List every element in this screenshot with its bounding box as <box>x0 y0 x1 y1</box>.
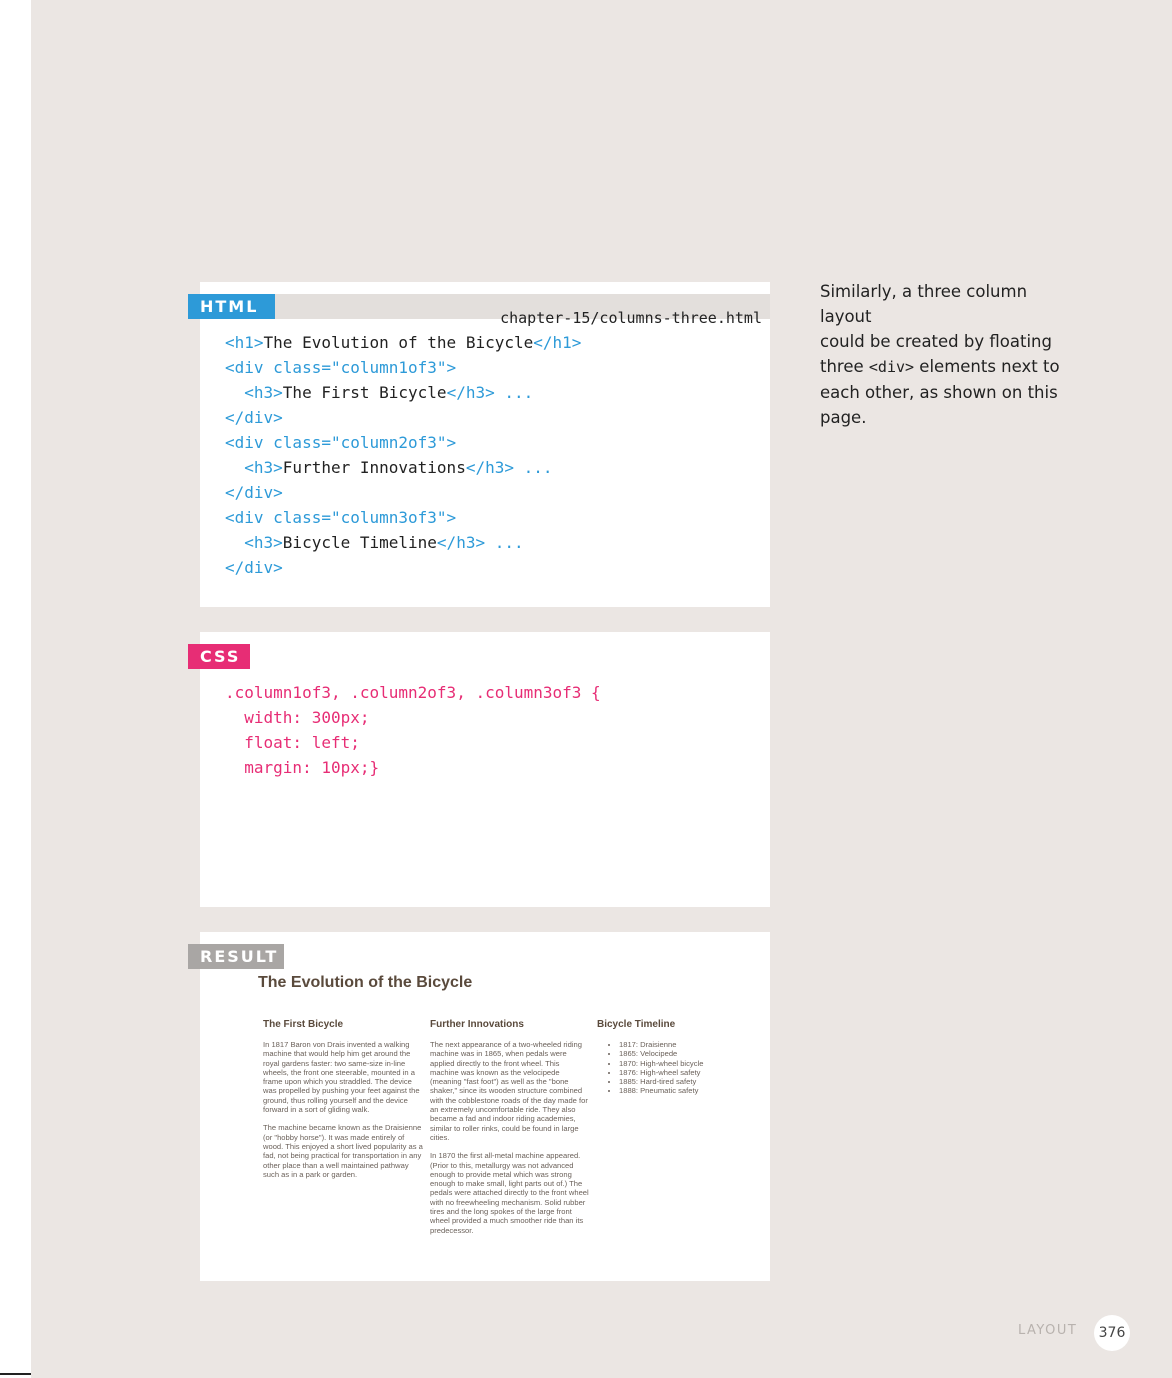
html-code-block <box>225 330 581 580</box>
result-column-1 <box>263 1019 423 1188</box>
code-line: .column1of3, .column2of3, .column3of3 { <box>225 683 601 702</box>
sidebar-line: could be created by floating <box>820 332 1052 351</box>
code-text-token: Bicycle Timeline <box>282 533 437 552</box>
code-line <box>225 433 456 452</box>
page-number: 376 <box>1094 1315 1130 1351</box>
code-line: width: 300px; <box>225 708 370 727</box>
column-1-paragraph: The machine became known as the Draisienne (or "hobby horse"). It was made entirely of wood. This enjoyed a short lived popularity as a fad, not being practical for transportation in any other place than a well maintained pathway such as in a park or garden. <box>263 1123 423 1179</box>
css-code-block <box>225 680 601 780</box>
result-tag-label: RESULT <box>188 944 284 969</box>
code-line: margin: 10px;} <box>225 758 380 777</box>
sidebar-code-token: <div> <box>868 358 915 376</box>
timeline-list <box>597 1040 757 1096</box>
html-tag-label: HTML <box>188 294 275 319</box>
code-line <box>225 383 533 402</box>
code-tag-token: </div> <box>225 558 283 577</box>
timeline-item: • 1885: Hard-tired safety <box>619 1077 757 1086</box>
css-code-panel <box>200 632 770 907</box>
code-tag-token: </h3> ... <box>465 458 553 477</box>
code-text-token: The First Bicycle <box>282 383 447 402</box>
code-line <box>225 483 283 502</box>
column-1-heading: The First Bicycle <box>263 1019 344 1030</box>
sidebar-line: each other, as shown on this <box>820 383 1058 402</box>
page-edge-line <box>0 1373 31 1375</box>
code-tag-token: <div class="column3of3"> <box>225 508 457 527</box>
timeline-item: • 1817: Draisienne <box>619 1040 757 1049</box>
code-line: float: left; <box>225 733 360 752</box>
css-tag-label: CSS <box>188 644 250 669</box>
code-line <box>225 533 524 552</box>
column-2-paragraph: The next appearance of a two-wheeled riding machine was in 1865, when pedals were applied directly to the front wheel. This machine was known as the velocipede (meaning "fast foot") as well as the "bone shaker," since its wooden structure combined with the cobblestone roads of the day made for an extremely uncomfortable ride. They also became a fad and indoor riding academies, similar to roller rinks, could be found in large cities. <box>430 1040 588 1142</box>
code-line <box>225 458 553 477</box>
code-tag-token: </div> <box>225 483 283 502</box>
result-column-3 <box>597 1019 757 1096</box>
timeline-item: • 1870: High-wheel bicycle <box>619 1059 757 1068</box>
filename-label: chapter-15/columns-three.html <box>500 309 762 327</box>
sidebar-description <box>820 279 1080 430</box>
timeline-item: • 1888: Pneumatic safety <box>619 1086 757 1095</box>
code-tag-token: <h3> <box>225 533 283 552</box>
sidebar-line: page. <box>820 408 867 427</box>
code-tag-token: <div class="column1of3"> <box>225 358 457 377</box>
code-tag-token: <h3> <box>225 383 283 402</box>
column-2-paragraph: In 1870 the first all-metal machine appeared. (Prior to this, metallurgy was not advanced enough to provide metal which was strong enough to make small, light parts out of.) The pedals were attached directly to the front wheel with no freewheeling mechanism. Solid rubber tires and the long spokes of the large front wheel provided a much smoother ride than its predecessor. <box>430 1151 589 1235</box>
code-line <box>225 333 581 352</box>
result-column-2 <box>430 1019 590 1244</box>
code-line <box>225 558 283 577</box>
result-title: The Evolution of the Bicycle <box>258 974 473 991</box>
code-tag-token: <h3> <box>225 458 283 477</box>
column-1-paragraph: In 1817 Baron von Drais invented a walking machine that would help him get around the royal gardens faster: two same-size in-line wheels, the front one steerable, mounted in a frame upon which you straddled. The device was propelled by pushing your feet against the ground, thus rolling yourself and the device forward in a sort of gliding walk. <box>263 1040 420 1115</box>
column-2-heading: Further Innovations <box>430 1019 524 1030</box>
result-panel <box>200 932 770 1281</box>
timeline-item: • 1876: High-wheel safety <box>619 1068 757 1077</box>
sidebar-line: elements next to <box>914 357 1060 376</box>
code-line <box>225 508 456 527</box>
timeline-item: • 1865: Velocipede <box>619 1049 757 1058</box>
code-tag-token: </div> <box>225 408 283 427</box>
html-header-bar <box>200 294 770 327</box>
code-line <box>225 408 283 427</box>
column-3-heading: Bicycle Timeline <box>597 1019 676 1030</box>
code-tag-token: </h3> ... <box>446 383 534 402</box>
sidebar-line: Similarly, a three column layout <box>820 282 1028 326</box>
code-text-token: The Evolution of the Bicycle <box>263 333 534 352</box>
sidebar-line: three <box>820 357 869 376</box>
code-text-token: Further Innovations <box>282 458 466 477</box>
code-tag-token: </h3> ... <box>436 533 524 552</box>
code-line <box>225 358 456 377</box>
html-code-panel <box>200 282 770 607</box>
code-tag-token: <h1> <box>225 333 264 352</box>
code-tag-token: <div class="column2of3"> <box>225 433 457 452</box>
code-tag-token: </h1> <box>533 333 582 352</box>
section-label: LAYOUT <box>1018 1323 1078 1338</box>
